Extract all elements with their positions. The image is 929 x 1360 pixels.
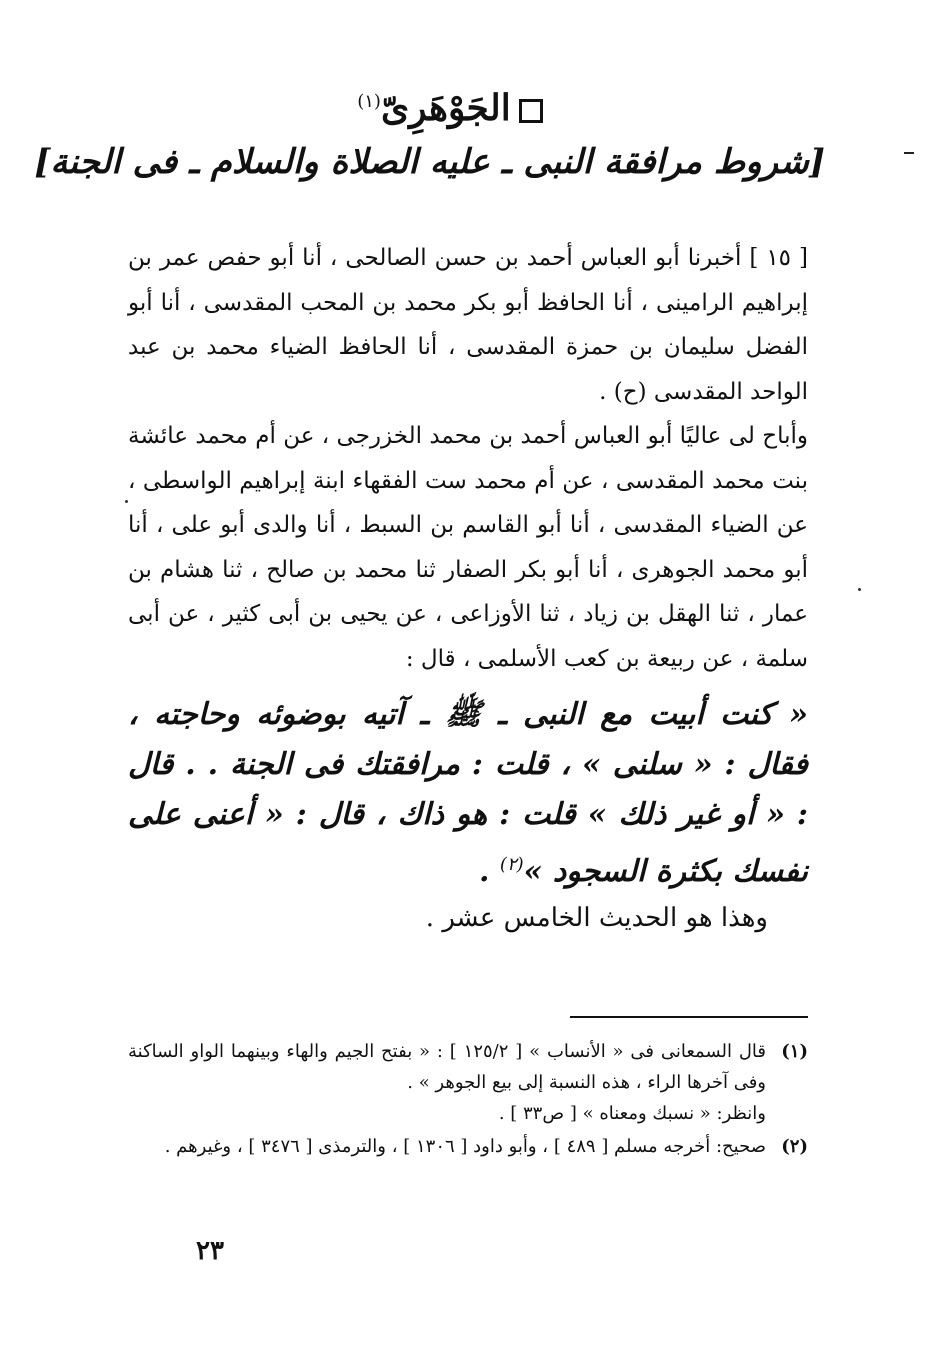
heading-text: الجَوْهَرِىّ xyxy=(380,87,511,129)
hadith-footnote-ref: (٢) xyxy=(499,854,524,875)
section-heading xyxy=(300,78,600,132)
paragraph-isnad-1: [ ١٥ ] أخبرنا أبو العباس أحمد بن حسن الصالحى ، أنا أبو حفص عمر بن إبراهيم الرامينى ، أنا الحافظ أبو بكر محمد بن المحب المقدسى ، أنا أبو الفضل سليمان بن حمزة المقدسى ، أنا الحافظ الضياء محمد بن عبد الواحد المقدسى (ح) . xyxy=(128,245,808,405)
footnote-1 xyxy=(128,1036,808,1129)
stray-dot xyxy=(858,588,861,591)
margin-mark xyxy=(904,152,914,154)
footnote-line: صحيح: أخرجه مسلم [ ٤٨٩ ] ، وأبو داود [ ١٣٠٦ ] ، والترمذى [ ٣٤٧٦ ] ، وغيرهم . xyxy=(164,1136,766,1157)
square-bullet-icon xyxy=(519,99,543,123)
footnote-number: (٢) xyxy=(781,1136,808,1157)
closing-line: وهذا هو الحديث الخامس عشر . xyxy=(425,903,768,933)
footnote-2 xyxy=(128,1131,808,1162)
paragraph-isnad-2: وأباح لى عاليًا أبو العباس أحمد بن محمد الخزرجى ، عن أم محمد عائشة بنت محمد المقدسى ، عن أم محمد ست الفقهاء ابنة إبراهيم الواسطى ، عن الضياء المقدسى ، أنا أبو القاسم بن السبط ، أنا والدى أبو على ، أنا أبو محمد الجوهرى ، أنا أبو بكر الصفار ثنا محمد بن صالح ، ثنا هشام بن عمار ، ثنا الهقل بن زياد ، ثنا الأوزاعى ، عن يحيى بن أبى كثير ، عن أبى سلمة ، عن ربيعة بن كعب الأسلمى ، قال : xyxy=(128,423,808,672)
footnote-number: (١) xyxy=(781,1041,808,1062)
footnotes xyxy=(128,1036,808,1164)
footnote-line: قال السمعانى فى « الأنساب » [ ١٢٥/٢ ] : « بفتح الجيم والهاء وبينهما الواو الساكنة وفى آخرها الراء ، هذه النسبة إلى بيع الجوهر » . xyxy=(128,1041,766,1093)
chapter-title: [شروط مرافقة النبى ـ عليه الصلاة والسلام ـ فى الجنة] xyxy=(34,142,825,182)
footnote-body xyxy=(128,1131,766,1162)
page-number: ٢٣ xyxy=(196,1236,224,1266)
hadith-body: « كنت أبيت مع النبى ـ ﷺ ـ آتيه بوضوئه وحاجته ، فقال : « سلنى » ، قلت : مرافقتك فى الجنة . . قال : « أو غير ذلك » قلت : هو ذاك ، قال : « أعنى على نفسك بكثرة السجود » xyxy=(128,697,808,889)
heading-footnote-ref: (١) xyxy=(357,91,381,112)
footnote-body xyxy=(128,1036,766,1129)
footnote-divider xyxy=(570,1016,808,1018)
hadith-text xyxy=(128,690,808,897)
hadith-end: . xyxy=(479,854,500,889)
footnote-line: وانظر: « نسبك ومعناه » [ ص٣٣ ] . xyxy=(498,1103,766,1124)
